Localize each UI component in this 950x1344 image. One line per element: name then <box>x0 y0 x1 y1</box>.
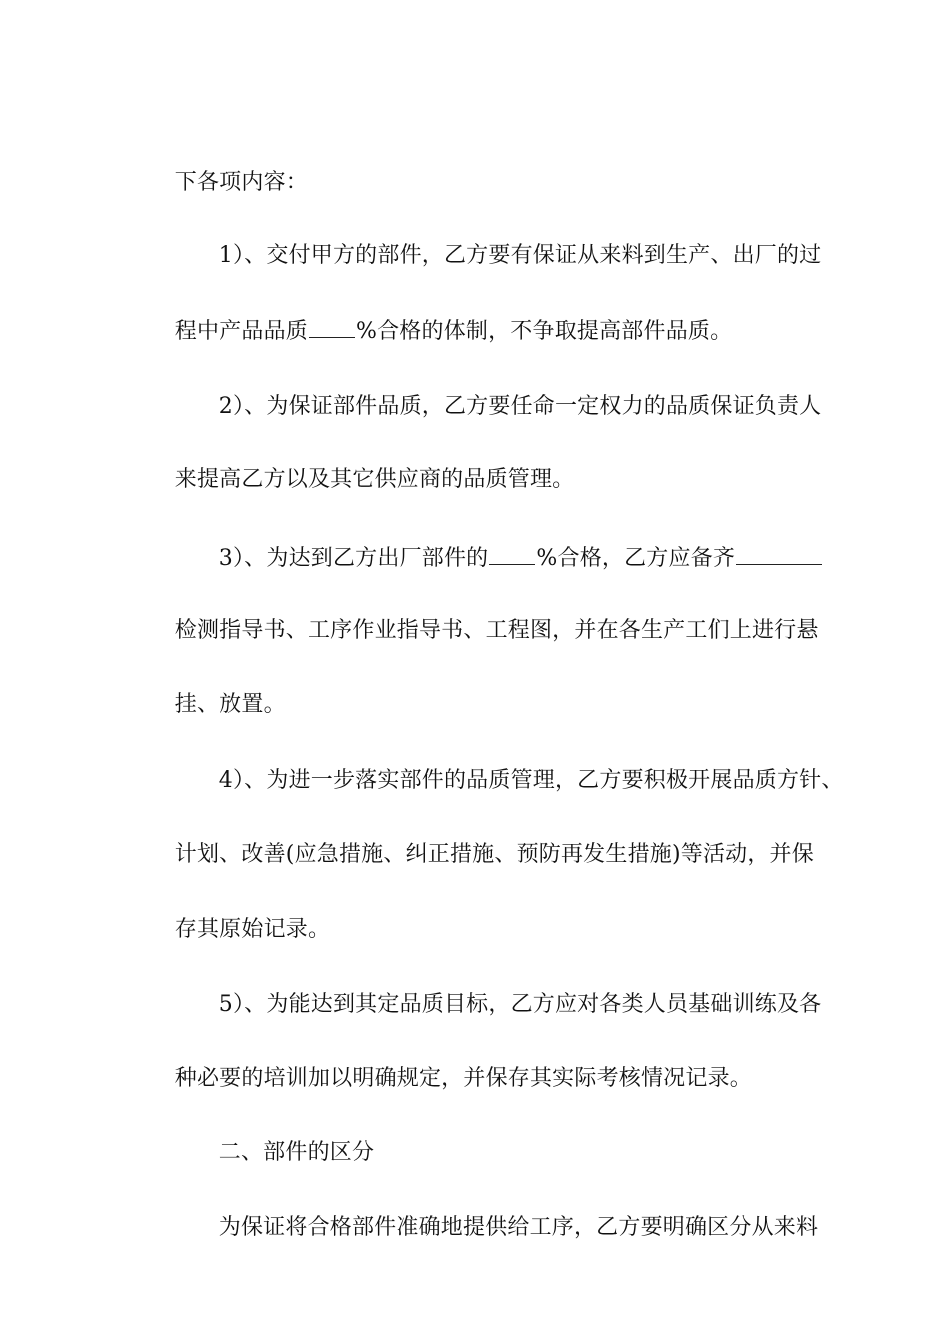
line-text: 1）、交付甲方的部件，乙方要有保证从来料到生产、出厂的过 <box>218 243 822 268</box>
text-line <box>190 1183 818 1273</box>
line-text: 二、部件的区分 <box>218 1140 375 1165</box>
line-text: 3）、为达到乙方出厂部件的 <box>218 546 489 571</box>
line-text: 程中产品品质 <box>174 319 308 344</box>
line-text: 下各项内容： <box>174 170 308 195</box>
line-text: 存其原始记录。 <box>174 917 331 942</box>
line-text: 来提高乙方以及其它供应商的品质管理。 <box>174 467 575 492</box>
fill-in-blank <box>736 542 822 565</box>
line-text: 计划、改善(应急措施、纠正措施、预防再发生措施)等活动，并保 <box>174 842 814 867</box>
line-text: 4）、为进一步落实部件的品质管理，乙方要积极开展品质方针、 <box>218 768 844 793</box>
line-text: 种必要的培训加以明确规定，并保存其实际考核情况记录。 <box>174 1066 752 1091</box>
line-text: 5）、为能达到其定品质目标，乙方应对各类人员基础训练及各 <box>218 992 822 1017</box>
fill-in-blank <box>489 542 535 565</box>
line-text: %合格，乙方应备齐 <box>536 546 736 571</box>
line-text: 检测指导书、工序作业指导书、工程图，并在各生产工们上进行悬 <box>174 618 819 643</box>
line-text: %合格的体制，不争取提高部件品质。 <box>355 319 733 344</box>
fill-in-blank <box>309 315 355 338</box>
line-text: 2）、为保证部件品质，乙方要任命一定权力的品质保证负责人 <box>218 394 822 419</box>
line-text: 挂、放置。 <box>174 692 286 717</box>
line-text: 为保证将合格部件准确地提供给工序，乙方要明确区分从来料 <box>218 1215 819 1240</box>
